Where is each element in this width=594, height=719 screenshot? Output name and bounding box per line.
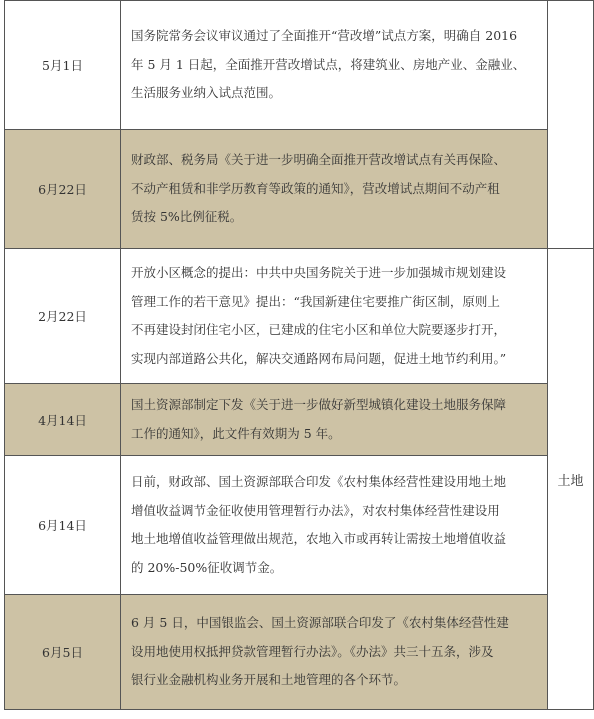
date-cell: 2月22日 (5, 249, 121, 384)
content-line: 年 5 月 1 日起，全面推开营改增试点，将建筑业、房地产业、金融业、 (131, 56, 526, 72)
content-line: 不动产租赁和非学历教育等政策的通知》，营改增试点期间不动产租 (131, 180, 500, 196)
content-line: 国务院常务会议审议通过了全面推开“营改增”试点方案，明确自 2016 (131, 28, 518, 44)
content-cell (121, 130, 548, 249)
content-cell (121, 595, 548, 710)
table-row (5, 384, 594, 456)
table-row (5, 456, 594, 595)
content-line: 赁按 5%比例征税。 (131, 209, 243, 225)
content-line: 实现内部道路公共化，解决交通路网布局问题，促进土地节约利用。” (131, 350, 507, 366)
content-line: 6 月 5 日，中国银监会、国土资源部联合印发了《农村集体经营性建 (131, 615, 509, 631)
content-line: 开放小区概念的提出：中共中央国务院关于进一步加强城市规划建设 (131, 265, 507, 280)
content-line: 不再建设封闭住宅小区，已建成的住宅小区和单位大院要逐步打开， (131, 322, 507, 337)
content-line: 的 20%-50%征收调节金。 (131, 559, 283, 575)
date-cell: 6月14日 (5, 456, 121, 595)
content-line: 地土地增值收益管理做出规范，农地入市或再转让需按土地增值收益 (131, 531, 507, 546)
content-line: 国土资源部制定下发《关于进一步做好新型城镇化建设土地服务保障 (131, 397, 507, 412)
table-row (5, 595, 594, 710)
date-cell: 5月1日 (5, 1, 121, 130)
content-cell (121, 456, 548, 595)
category-cell-empty (548, 1, 594, 130)
table-row (5, 1, 594, 130)
policy-table (4, 0, 594, 710)
category-cell: 土地 (548, 249, 594, 710)
content-line: 增值收益调节金征收使用管理暂行办法》，对农村集体经营性建设用 (131, 502, 500, 518)
category-cell-empty (548, 130, 594, 249)
content-line: 设用地使用权抵押贷款管理暂行办法》。《办法》共三十五条，涉及 (131, 643, 494, 659)
content-cell (121, 1, 548, 130)
content-line: 管理工作的若干意见》提出：“我国新建住宅要推广街区制，原则上 (131, 293, 500, 309)
content-line: 日前，财政部、国土资源部联合印发《农村集体经营性建设用地土地 (131, 474, 507, 489)
content-line: 财政部、税务局《关于进一步明确全面推开营改增试点有关再保险、 (131, 152, 507, 168)
date-cell: 4月14日 (5, 384, 121, 456)
content-cell (121, 384, 548, 456)
table-row (5, 130, 594, 249)
content-line: 银行业金融机构业务开展和土地管理的各个环节。 (131, 672, 407, 688)
date-cell: 6月22日 (5, 130, 121, 249)
date-cell: 6月5日 (5, 595, 121, 710)
content-line: 生活服务业纳入试点范围。 (131, 85, 282, 101)
content-cell (121, 249, 548, 384)
content-line: 工作的通知》，此文件有效期为 5 年。 (131, 425, 341, 441)
table-row (5, 249, 594, 384)
